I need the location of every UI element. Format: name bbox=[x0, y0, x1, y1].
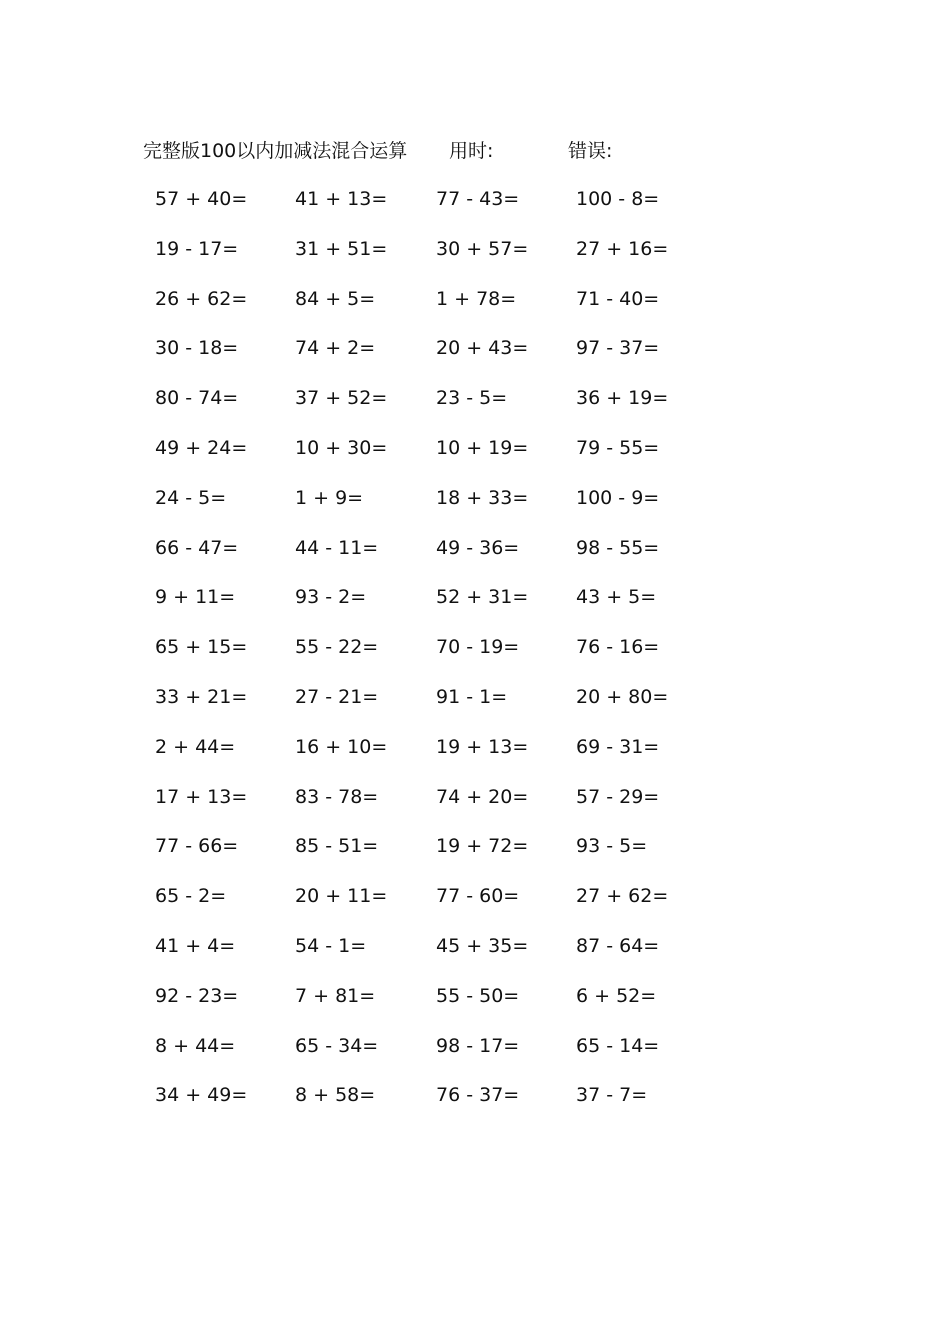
problem-row bbox=[0, 632, 950, 682]
problem-cell: 71 - 40= bbox=[576, 287, 660, 310]
problem-row bbox=[0, 1031, 950, 1081]
problem-cell: 55 - 22= bbox=[295, 636, 379, 659]
problem-cell: 45 + 35= bbox=[436, 934, 529, 957]
problem-cell: 100 - 8= bbox=[576, 188, 660, 210]
problem-cell: 65 - 14= bbox=[576, 1034, 660, 1057]
problem-cell: 7 + 81= bbox=[295, 984, 376, 1007]
problem-cell: 79 - 55= bbox=[576, 436, 660, 459]
problem-cell: 44 - 11= bbox=[295, 536, 379, 559]
problem-cell: 23 - 5= bbox=[436, 387, 508, 410]
problem-cell: 84 + 5= bbox=[295, 287, 376, 310]
problem-cell: 30 + 57= bbox=[436, 237, 529, 260]
problem-row bbox=[0, 831, 950, 881]
problem-cell: 37 - 7= bbox=[576, 1084, 648, 1107]
problem-cell: 74 + 2= bbox=[295, 337, 376, 360]
problem-cell: 6 + 52= bbox=[576, 984, 657, 1007]
problem-cell: 41 + 4= bbox=[155, 934, 236, 957]
problem-row bbox=[0, 1080, 950, 1130]
problem-cell: 26 + 62= bbox=[155, 287, 248, 310]
problem-cell: 57 + 40= bbox=[155, 188, 248, 210]
problem-row bbox=[0, 881, 950, 931]
problem-cell: 8 + 44= bbox=[155, 1034, 236, 1057]
problem-cell: 69 - 31= bbox=[576, 735, 660, 758]
problem-row bbox=[0, 732, 950, 782]
problem-row bbox=[0, 234, 950, 284]
problem-cell: 19 + 13= bbox=[436, 735, 529, 758]
problem-cell: 97 - 37= bbox=[576, 337, 660, 360]
problem-cell: 66 - 47= bbox=[155, 536, 239, 559]
problem-cell: 55 - 50= bbox=[436, 984, 520, 1007]
worksheet-title: 完整版100以内加减法混合运算 bbox=[143, 140, 408, 162]
problem-cell: 85 - 51= bbox=[295, 835, 379, 858]
problem-cell: 76 - 16= bbox=[576, 636, 660, 659]
problem-cell: 80 - 74= bbox=[155, 387, 239, 410]
problem-cell: 70 - 19= bbox=[436, 636, 520, 659]
problem-cell: 87 - 64= bbox=[576, 934, 660, 957]
problem-cell: 2 + 44= bbox=[155, 735, 236, 758]
problem-row bbox=[0, 682, 950, 732]
problem-cell: 30 - 18= bbox=[155, 337, 239, 360]
problem-cell: 77 - 43= bbox=[436, 188, 520, 210]
problem-row bbox=[0, 533, 950, 583]
problem-cell: 91 - 1= bbox=[436, 685, 508, 708]
problem-cell: 83 - 78= bbox=[295, 785, 379, 808]
problem-cell: 24 - 5= bbox=[155, 486, 227, 509]
problem-cell: 10 + 30= bbox=[295, 436, 388, 459]
problem-cell: 77 - 66= bbox=[155, 835, 239, 858]
problem-cell: 18 + 33= bbox=[436, 486, 529, 509]
problem-cell: 34 + 49= bbox=[155, 1084, 248, 1107]
problem-cell: 19 - 17= bbox=[155, 237, 239, 260]
problem-cell: 52 + 31= bbox=[436, 586, 529, 609]
time-label: 用时: bbox=[449, 140, 494, 162]
problem-cell: 76 - 37= bbox=[436, 1084, 520, 1107]
problem-cell: 20 + 80= bbox=[576, 685, 669, 708]
problem-cell: 19 + 72= bbox=[436, 835, 529, 858]
problem-cell: 98 - 55= bbox=[576, 536, 660, 559]
problem-cell: 41 + 13= bbox=[295, 188, 388, 210]
problem-cell: 37 + 52= bbox=[295, 387, 388, 410]
worksheet-header bbox=[0, 136, 950, 164]
problem-row bbox=[0, 433, 950, 483]
problem-cell: 1 + 9= bbox=[295, 486, 364, 509]
problem-cell: 27 - 21= bbox=[295, 685, 379, 708]
problem-cell: 1 + 78= bbox=[436, 287, 517, 310]
problem-grid bbox=[0, 184, 950, 1130]
problem-cell: 100 - 9= bbox=[576, 486, 660, 509]
problem-cell: 33 + 21= bbox=[155, 685, 248, 708]
problem-cell: 43 + 5= bbox=[576, 586, 657, 609]
problem-row bbox=[0, 284, 950, 334]
problem-cell: 92 - 23= bbox=[155, 984, 239, 1007]
problem-cell: 65 - 2= bbox=[155, 885, 227, 908]
problem-cell: 36 + 19= bbox=[576, 387, 669, 410]
problem-row bbox=[0, 931, 950, 981]
problem-cell: 54 - 1= bbox=[295, 934, 367, 957]
problem-cell: 31 + 51= bbox=[295, 237, 388, 260]
problem-row bbox=[0, 981, 950, 1031]
problem-row bbox=[0, 582, 950, 632]
problem-row bbox=[0, 383, 950, 433]
problem-cell: 17 + 13= bbox=[155, 785, 248, 808]
problem-cell: 65 + 15= bbox=[155, 636, 248, 659]
problem-row bbox=[0, 333, 950, 383]
problem-cell: 57 - 29= bbox=[576, 785, 660, 808]
problem-row bbox=[0, 782, 950, 832]
problem-cell: 16 + 10= bbox=[295, 735, 388, 758]
problem-cell: 65 - 34= bbox=[295, 1034, 379, 1057]
problem-cell: 27 + 16= bbox=[576, 237, 669, 260]
problem-cell: 49 + 24= bbox=[155, 436, 248, 459]
problem-cell: 77 - 60= bbox=[436, 885, 520, 908]
problem-cell: 9 + 11= bbox=[155, 586, 236, 609]
error-label: 错误: bbox=[568, 140, 613, 162]
problem-cell: 93 - 5= bbox=[576, 835, 648, 858]
problem-cell: 8 + 58= bbox=[295, 1084, 376, 1107]
problem-cell: 74 + 20= bbox=[436, 785, 529, 808]
problem-cell: 93 - 2= bbox=[295, 586, 367, 609]
problem-cell: 10 + 19= bbox=[436, 436, 529, 459]
problem-cell: 27 + 62= bbox=[576, 885, 669, 908]
problem-cell: 98 - 17= bbox=[436, 1034, 520, 1057]
problem-cell: 20 + 11= bbox=[295, 885, 388, 908]
problem-row bbox=[0, 184, 950, 234]
problem-cell: 49 - 36= bbox=[436, 536, 520, 559]
problem-cell: 20 + 43= bbox=[436, 337, 529, 360]
problem-row bbox=[0, 483, 950, 533]
